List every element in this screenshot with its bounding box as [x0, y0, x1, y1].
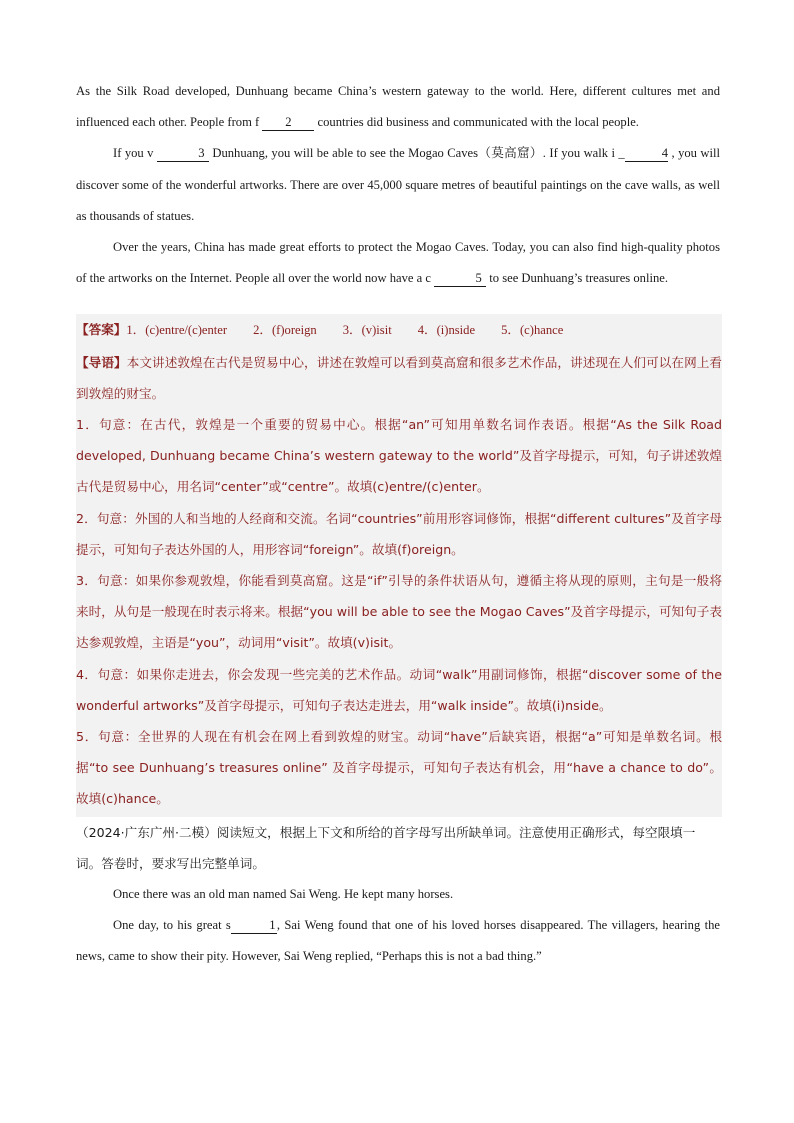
passage1-paragraph-3 — [76, 232, 720, 294]
answer-item: 5．(c)hance — [501, 323, 564, 338]
blank-2: 2 — [262, 114, 314, 131]
answer-line — [76, 314, 722, 346]
text-run: Dunhuang, you will be able to see the Mogao Caves（莫高窟）. If you walk i _ — [208, 146, 625, 161]
passage2-instruction: （2024·广东广州·二模）阅读短文，根据上下文和所给的首字母写出所缺单词。注意使用正确形式，每空限填一词。答卷时，要求写出完整单词。 — [76, 824, 696, 871]
blank-4: 4 — [625, 145, 668, 162]
text-run: Over the years, China has made great efforts to protect the Mogao Caves. Today, you can also find high-quality photos of the artworks on the Internet. People all over the world now have a c — [76, 240, 720, 286]
guide-text: 本文讲述敦煌在古代是贸易中心，讲述在敦煌可以看到莫高窟和很多艺术作品，讲述现在人们可以在网上看到敦煌的财宝。 — [76, 354, 723, 401]
text-run: , Sai Weng found that one of his loved horses disappeared. The villagers, hearing the news, came to show their pity. However, Sai Weng replied, “Perhaps this is not a bad thing.” — [76, 918, 720, 964]
passage2-paragraph-2 — [76, 910, 720, 972]
answer-item: 4．(i)nside — [417, 323, 476, 338]
text-run: to see Dunhuang’s treasures online. — [486, 271, 668, 286]
blank-5: 5 — [434, 270, 486, 287]
passage1-paragraph-2 — [76, 138, 720, 232]
answer-item: 3．(v)isit — [342, 323, 392, 338]
text-run: countries did business and communicated with the local people. — [314, 115, 639, 130]
text-run: , you will discover some of the wonderful artworks. There are over 45,000 square metres of beautiful paintings on the cave walls, as well as thousands of statues. — [76, 146, 720, 223]
answer-item: 1．(c)entre/(c)enter — [126, 323, 228, 338]
passage2-paragraph-1: Once there was an old man named Sai Weng. He kept many horses. — [113, 887, 454, 902]
text-run: If you v — [113, 146, 157, 161]
explanation-1: 1．句意：在古代，敦煌是一个重要的贸易中心。根据“an”可知用单数名词作表语。根据“As the Silk Road developed, Dunhuang became China’s western gateway to the world”及首字母提示，可知，句子讲述敦煌古代是贸易中心，用名词“center”或“centre”。故填(c)entre/(c)enter。 — [76, 417, 722, 495]
answer-tag: 【答案】 — [76, 322, 127, 338]
answer-section — [76, 314, 722, 816]
passage1-paragraph-1 — [76, 76, 720, 138]
explanation-4: 4．句意：如果你走进去，你会发现一些完美的艺术作品。动词“walk”用副词修饰，根据“discover some of the wonderful artworks”及首字母提示，可知句子表达走进去，用“walk inside”。故填(i)nside。 — [76, 666, 722, 713]
guide-tag: 【导语】 — [76, 354, 127, 370]
text-run: One day, to his great s — [113, 918, 231, 933]
explanation-5: 5．句意：全世界的人现在有机会在网上看到敦煌的财宝。动词“have”后缺宾语，根据“a”可知是单数名词。根据“to see Dunhuang’s treasures online” 及首字母提示，可知句子表达有机会，用“have a chance to do”。故填(c)hance。 — [76, 729, 722, 807]
text-run: As the Silk Road developed, Dunhuang became China’s western gateway to the world. Here, different cultures met and influenced each other. People from f — [76, 84, 720, 130]
explanation-2: 2．句意：外国的人和当地的人经商和交流。名词“countries”前用形容词修饰，根据“different cultures”及首字母提示，可知句子表达外国的人，用形容词“foreign”。故填(f)oreign。 — [76, 510, 722, 557]
document-page — [76, 76, 723, 973]
explanation-3: 3．句意：如果你参观敦煌，你能看到莫高窟。这是“if”引导的条件状语从句，遵循主将从现的原则，主句是一般将来时，从句是一般现在时表示将来。根据“you will be able to see the Mogao Caves”及首字母提示，可知句子表达参观敦煌，主语是“you”，动词用“visit”。故填(v)isit。 — [76, 573, 722, 651]
blank-1: 1 — [231, 917, 277, 934]
answer-item: 2．(f)oreign — [253, 323, 317, 338]
guide-paragraph — [76, 347, 722, 409]
blank-3: 3 — [157, 145, 209, 162]
